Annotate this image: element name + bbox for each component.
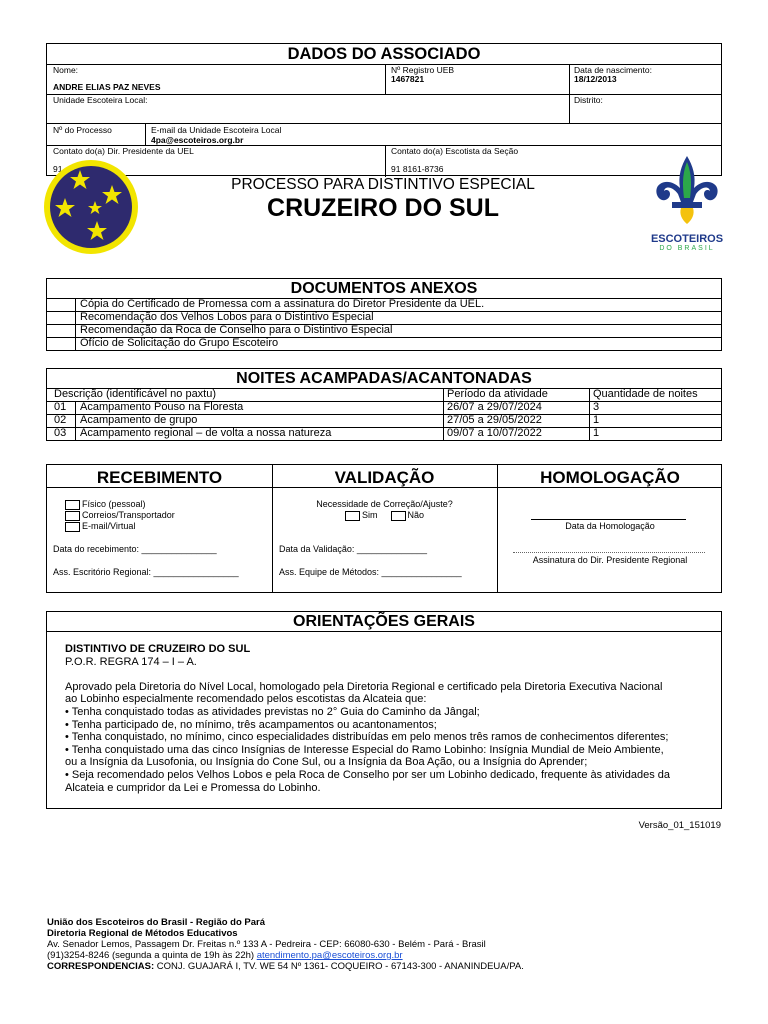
validacao-title: VALIDAÇÃO [334, 468, 435, 487]
orientacoes-line: ao Lobinho especialmente recomendado pelos escotistas da Alcateia que: [65, 693, 427, 706]
cruzeiro-badge-icon [42, 158, 140, 256]
homologacao-data-line [531, 519, 686, 520]
documento-item: Recomendação da Roca de Conselho para o Distintivo Especial [80, 324, 393, 336]
orientacoes-line: • Tenha conquistado todas as atividades previstas no 2° Guia do Caminho da Jângal; [65, 705, 480, 718]
footer-address: Av. Senador Lemos, Passagem Dr. Freitas n.º 133 A - Pedreira - CEP: 66080-630 - Belém - Pará - Brasil [47, 939, 486, 950]
checkbox-icon[interactable] [391, 511, 406, 521]
orientacoes-line: Aprovado pela Diretoria do Nível Local, homologado pela Diretoria Regional e certificado pela Diretoria Executiva Nacional [65, 680, 663, 693]
row-qtd: 1 [593, 427, 600, 439]
email-label: E-mail da Unidade Escoteira Local [151, 125, 282, 135]
nascimento-value: 18/12/2013 [574, 74, 617, 84]
recebimento-option-email[interactable]: E-mail/Virtual [65, 521, 175, 532]
row-desc: Acampamento regional – de volta a nossa natureza [80, 427, 332, 439]
homologacao-ass[interactable]: Assinatura do Dir. Presidente Regional [532, 555, 688, 565]
footer-diretoria: Diretoria Regional de Métodos Educativos [47, 928, 238, 939]
versao-label: Versão_01_151019 [638, 820, 721, 831]
orientacoes-line: Alcateia e cumpridor da Lei e Promessa do Lobinho. [65, 781, 321, 794]
recebimento-option-correios[interactable]: Correios/Transportador [65, 510, 175, 521]
logo-text: ESCOTEIROS [650, 233, 724, 245]
documentos-title: DOCUMENTOS ANEXOS [290, 280, 478, 297]
checkbox-icon[interactable] [345, 511, 360, 521]
escoteiros-logo-icon [648, 154, 726, 254]
orientacoes-heading: DISTINTIVO DE CRUZEIRO DO SUL [65, 643, 251, 655]
contato-esc-value: 91 8161-8736 [391, 164, 444, 174]
documentos-section [46, 278, 722, 351]
noites-title: NOITES ACAMPADAS/ACANTONADAS [236, 370, 532, 387]
homologacao-title: HOMOLOGAÇÃO [540, 468, 680, 487]
row-periodo: 26/07 a 29/07/2024 [447, 401, 542, 413]
row-num: 01 [54, 401, 67, 413]
footer-email-link[interactable]: atendimento.pa@escoteiros.org.br [256, 950, 403, 961]
registro-label: Nº Registro UEB [391, 65, 455, 75]
registro-value: 1467821 [391, 74, 425, 84]
row-periodo: 27/05 a 29/05/2022 [447, 414, 542, 426]
noites-header-desc: Descrição (identificável no paxtu) [54, 388, 217, 400]
documento-item: Recomendação dos Velhos Lobos para o Distintivo Especial [80, 311, 374, 323]
page-subtitle: PROCESSO PARA DISTINTIVO ESPECIAL [231, 176, 535, 193]
recebimento-data[interactable]: Data do recebimento: _______________ [53, 544, 217, 554]
row-qtd: 3 [593, 401, 600, 413]
validacao-data[interactable]: Data da Validação: ______________ [279, 544, 427, 554]
nome-value: ANDRE ELIAS PAZ NEVES [53, 82, 161, 92]
row-desc: Acampamento Pouso na Floresta [80, 401, 244, 413]
row-desc: Acampamento de grupo [80, 414, 198, 426]
unidade-label: Unidade Escoteira Local: [53, 95, 148, 105]
recebimento-title: RECEBIMENTO [96, 468, 223, 487]
page-title: CRUZEIRO DO SUL [267, 194, 499, 222]
orientacoes-line: • Tenha conquistado, no mínimo, cinco especialidades distribuídas em pelo menos três ramos de conhecimentos diferentes; [65, 731, 669, 744]
footer-corresp-address: CONJ. GUAJARÁ I, TV. WE 54 Nº 1361- COQUEIRO - 67143-300 - ANANINDEUA/PA. [154, 961, 524, 972]
distrito-label: Distrito: [574, 95, 603, 105]
checkbox-icon[interactable] [65, 500, 80, 510]
orientacoes-section [46, 611, 722, 809]
checkbox-icon[interactable] [65, 522, 80, 532]
contato-dir-value: 91 [53, 164, 63, 174]
footer-corresp-label: CORRESPONDENCIAS: [47, 961, 155, 972]
homologacao-data[interactable]: Data da Homologação [565, 521, 655, 531]
nome-label: Nome: [53, 65, 79, 75]
noites-header-periodo: Período da atividade [447, 388, 548, 400]
documento-item: Cópia do Certificado de Promessa com a assinatura do Diretor Presidente da UEL. [80, 298, 485, 310]
validacao-sim[interactable]: Sim [345, 510, 378, 520]
recebimento-option-fisico[interactable]: Físico (pessoal) [65, 499, 175, 510]
orientacoes-line: ou a Insígnia da Lusofonia, ou Insígnia do Cone Sul, ou a Insígnia da Boa Ação, ou a Insígnia do Aprender; [65, 756, 588, 769]
footer-org: União dos Escoteiros do Brasil - Região do Pará [47, 917, 266, 928]
contato-dir-label: Contato do(a) Dir. Presidente da UEL [53, 146, 194, 156]
validacao-question: Necessidade de Correção/Ajuste? [316, 499, 453, 509]
recebimento-ass[interactable]: Ass. Escritório Regional: _________________ [53, 567, 239, 577]
orientacoes-line: • Tenha participado de, no mínimo, três acampamentos ou acantonamentos; [65, 718, 437, 731]
footer [47, 917, 524, 972]
checkbox-icon[interactable] [65, 511, 80, 521]
row-qtd: 1 [593, 414, 600, 426]
row-num: 02 [54, 414, 67, 426]
validacao-ass[interactable]: Ass. Equipe de Métodos: ________________ [279, 567, 462, 577]
orientacoes-title: ORIENTAÇÕES GERAIS [293, 613, 475, 630]
associado-section [46, 43, 722, 176]
homologacao-ass-line [513, 552, 705, 553]
orientacoes-regra: P.O.R. REGRA 174 – I – A. [65, 655, 197, 668]
email-value: 4pa@escoteiros.org.br [151, 135, 244, 145]
row-num: 03 [54, 427, 67, 439]
footer-phone: (91)3254-8246 (segunda a quinta de 19h às 22h) [47, 950, 257, 961]
orientacoes-line: • Tenha conquistado uma das cinco Insígnias de Interesse Especial do Ramo Lobinho: Insígnia Mundial de Meio Ambiente, [65, 743, 664, 756]
nascimento-label: Data de nascimento: [574, 65, 652, 75]
tramite-section [46, 464, 722, 593]
noites-header-qtd: Quantidade de noites [593, 388, 698, 400]
validacao-nao[interactable]: Não [391, 510, 425, 520]
noites-section [46, 368, 722, 441]
associado-title: DADOS DO ASSOCIADO [287, 45, 481, 63]
orientacoes-line: • Seja recomendado pelos Velhos Lobos e pela Roca de Conselho por ser um Lobinho dedicado, frequente às atividades da [65, 768, 670, 781]
processo-label: Nº do Processo [53, 125, 112, 135]
contato-esc-label: Contato do(a) Escotista da Seção [391, 146, 519, 156]
row-periodo: 09/07 a 10/07/2022 [447, 427, 542, 439]
documento-item: Ofício de Solicitação do Grupo Escoteiro [80, 337, 279, 349]
logo-sub: DO BRASIL [659, 245, 715, 252]
